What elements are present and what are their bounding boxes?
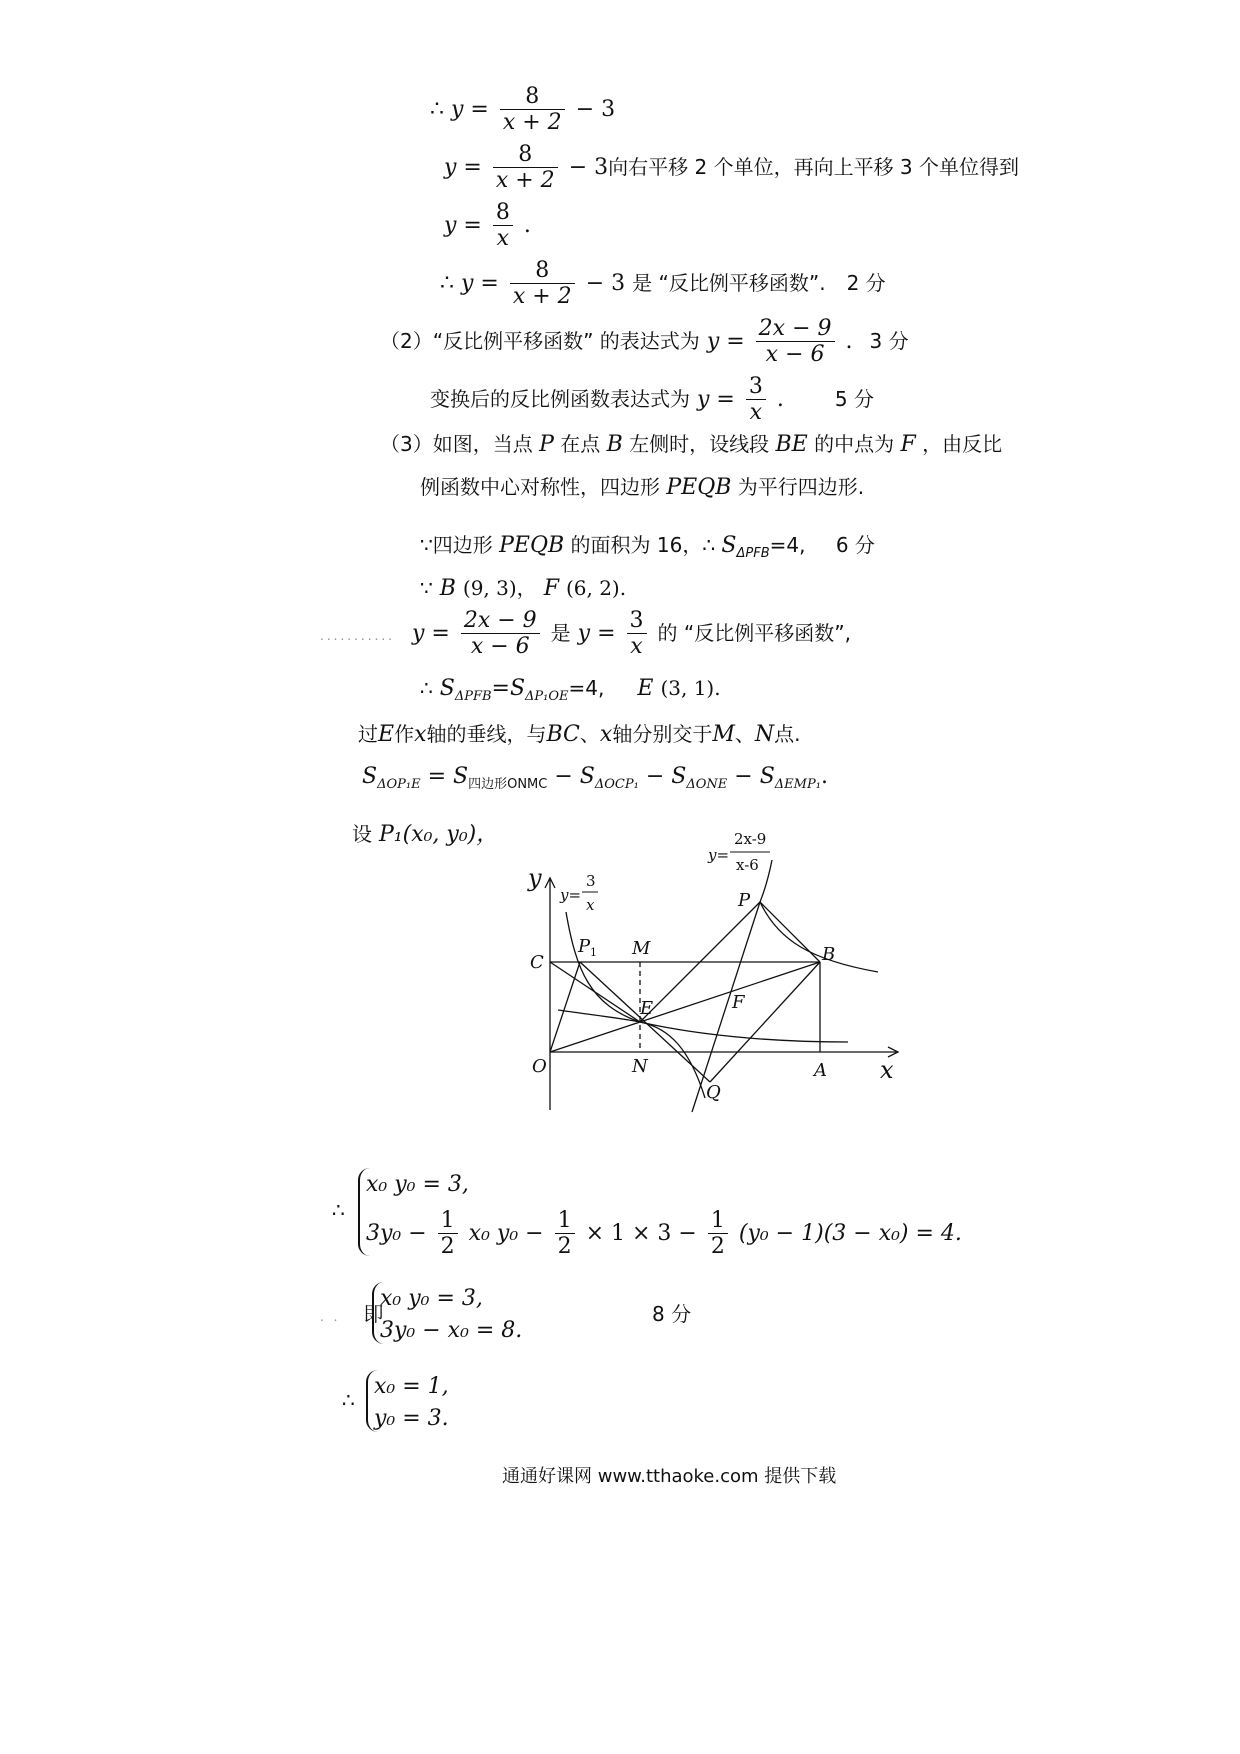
line-q-p	[692, 902, 760, 1112]
system1-row2: 3y₀ − $\frac{1}{2}$ x₀ y₀ − $\frac{1}{2}$ × 1 × 3 − $\frac{1}{2}$ (y₀ − 1)(3 − x₀) = 4.	[366, 1208, 962, 1260]
part3-equal-areas: ∴ $S_{\Delta PFB}=S_{\Delta P_1OE}=4$, E (3, 1).	[420, 676, 721, 704]
label-curve1-num: 3	[586, 872, 596, 890]
fraction: $\frac{1}{2}$	[708, 1208, 728, 1260]
system3-row2: y₀ = 3.	[374, 1406, 449, 1431]
label-point-c: C	[530, 952, 544, 973]
score-label: 2 分	[846, 270, 886, 295]
label-point-f: F	[732, 992, 745, 1013]
eq-line-2: y = $\frac{8}{x + 2}$ − 3向右平移 2 个单位，再向上平移 3 个单位得到	[444, 142, 1020, 194]
fraction: $\frac{2x - 9}{x - 6}$	[461, 608, 540, 660]
system2-row2: 3y₀ − x₀ = 8.	[380, 1318, 523, 1343]
label-point-n: N	[632, 1056, 648, 1077]
part3-area-decomposition: $S_{\Delta OP_1E} = S_{四边形ONMC} - S_{\Delta OCP_1} - S_{\Delta ONE} - S_{\Delta EMP_1}$.	[362, 764, 828, 792]
part2-expression: （2）“反比例平移函数” 的表达式为 y = $\frac{2x - 9}{x - 6}$ . 3 分	[380, 316, 909, 368]
geometry-figure	[510, 820, 930, 1120]
fraction: $\frac{8}{x + 2}$	[493, 142, 558, 194]
eq-line-1	[430, 84, 615, 136]
fraction: $\frac{8}{x}$	[493, 200, 513, 252]
label-x-axis: x	[880, 1056, 894, 1084]
shift-description: 向右平移 2 个单位，再向上平移 3 个单位得到	[608, 154, 1020, 179]
part3-let-p1: 设 P₁(x₀, y₀)，	[352, 822, 499, 847]
label-point-a: A	[814, 1060, 827, 1081]
label-y-axis: y	[528, 864, 542, 892]
system1-row1: x₀ y₀ = 3,	[366, 1172, 469, 1197]
footer-source: 通通好课网 www.tthaoke.com 提供下载	[502, 1466, 837, 1487]
score-label: 6 分	[835, 533, 875, 557]
label-curve1-den: x	[586, 896, 595, 914]
eq-line-3: y = $\frac{8}{x}$ .	[444, 200, 531, 252]
system2-row1: x₀ y₀ = 3,	[380, 1286, 483, 1311]
system2-score: 8 分	[652, 1302, 692, 1326]
curve-shifted-right	[760, 860, 878, 972]
part3-parallelogram: 例函数中心对称性，四边形 PEQB 为平行四边形.	[420, 475, 865, 500]
label-curve1-prefix: y=	[560, 886, 582, 904]
label-point-m: M	[632, 938, 651, 959]
part2-transformed: 变换后的反比例函数表达式为 y = $\frac{3}{x}$ . 5 分	[430, 374, 874, 426]
part3-intro: （3）如图，当点 P 在点 B 左侧时，设线段 BE 的中点为 F ，由反比	[380, 432, 1003, 457]
system1-therefore: ∴	[332, 1198, 345, 1222]
fraction: $\frac{2x - 9}{x - 6}$	[756, 316, 835, 368]
system2-label: . . 即	[320, 1302, 384, 1326]
fraction: $\frac{3}{x}$	[627, 608, 647, 660]
part3-function-relation: ........... y = $\frac{2x - 9}{x - 6}$ 是 y = $\frac{3}{x}$ 的 “反比例平移函数”,	[320, 608, 851, 660]
label-curve2-prefix: y=	[708, 846, 730, 864]
system3-therefore: ∴	[342, 1388, 355, 1412]
label-curve2-den: x-6	[736, 856, 759, 874]
label-point-b: B	[822, 944, 836, 965]
label-point-p: P	[738, 890, 751, 911]
label-point-e: E	[640, 998, 654, 1019]
eq-line-4: ∴ y = $\frac{8}{x + 2}$ − 3 是 “反比例平移函数”. 2 分	[440, 258, 886, 310]
fraction: $\frac{1}{2}$	[555, 1208, 575, 1260]
fraction: $\frac{1}{2}$	[438, 1208, 458, 1260]
system3-row1: x₀ = 1,	[374, 1374, 449, 1399]
line-o-p1	[550, 962, 580, 1052]
label-point-o: O	[532, 1056, 547, 1077]
fraction: $\frac{8}{x + 2}$	[510, 258, 575, 310]
eq-tail: − 3	[575, 96, 616, 122]
label-point-p1-sub: 1	[590, 946, 597, 959]
label-point-p1: P	[578, 936, 591, 957]
therefore-symbol: ∴	[430, 96, 444, 122]
fraction: $\frac{3}{x}$	[746, 374, 766, 426]
score-label: 5 分	[834, 386, 874, 411]
label-point-q: Q	[706, 1082, 721, 1103]
part3-points: ∵ B (9, 3)， F (6, 2).	[420, 576, 627, 601]
part3-area: ∵四边形 PEQB 的面积为 16，∴ $S_{\Delta PFB}=4$, 6 分	[420, 533, 875, 561]
fraction: $\frac{8}{x + 2}$	[500, 84, 565, 136]
label-curve2-num: 2x-9	[734, 830, 767, 848]
score-label: 3 分	[869, 328, 909, 353]
eq-lhs: y =	[451, 96, 489, 122]
curve-shifted-left	[558, 1010, 705, 1098]
part3-perpendicular: 过E作x轴的垂线，与BC、x轴分别交于M、N点.	[358, 722, 801, 747]
